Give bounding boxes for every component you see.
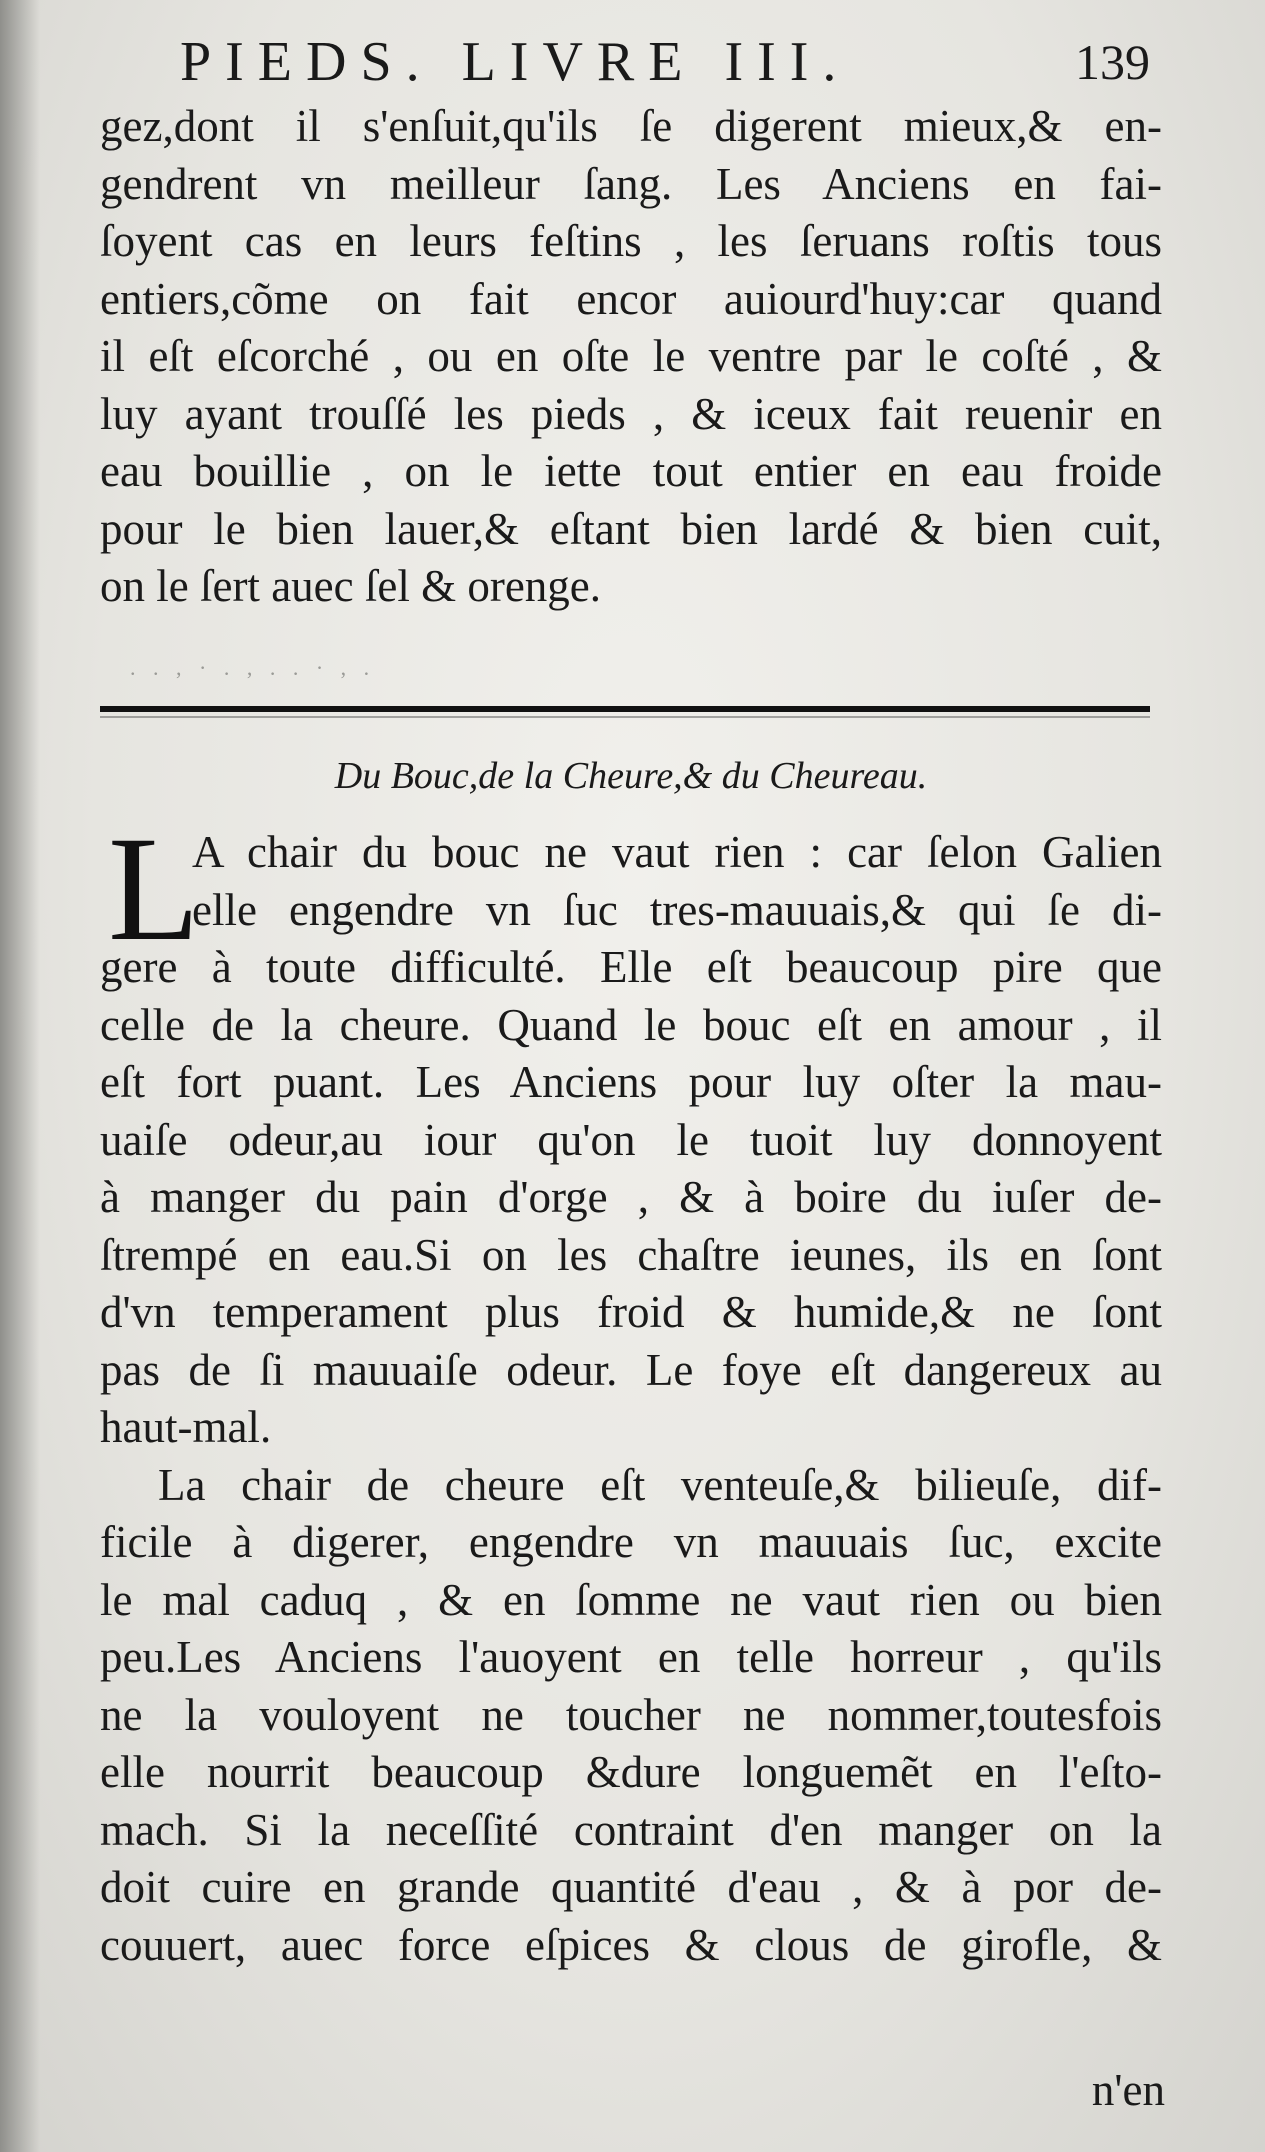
text-line: à manger du pain d'orge , & à boire du iuſer de-: [100, 1172, 1162, 1222]
text-line: gez,dont il s'enſuit,qu'ils ſe digerent mieux,& en-: [100, 101, 1162, 151]
text-line: entiers,cõme on fait encor auiourd'huy:car quand: [100, 273, 1162, 324]
text-line: doit cuire en grande quantité d'eau , & à por de-: [100, 1862, 1162, 1912]
page-number: 139: [1075, 34, 1150, 90]
text-line: pas de ſi mauuaiſe odeur. Le foye eſt dangereux au: [100, 1344, 1162, 1395]
text-line: ſoyent cas en leurs feſtins , les ſeruans roſtis tous: [100, 216, 1162, 266]
text-line: peu.Les Anciens l'auoyent en telle horreur , qu'ils: [100, 1632, 1162, 1682]
text-line: gere à toute difficulté. Elle eſt beaucoup pire que: [100, 942, 1162, 992]
text-line: eau bouillie , on le iette tout entier en eau froide: [100, 446, 1162, 496]
section-rule-shadow: [100, 716, 1150, 718]
text-line: pour le bien lauer,& eſtant bien lardé & bien cuit,: [100, 503, 1162, 554]
text-line: elle nourrit beaucoup &dure longuemẽt en l'eſto-: [100, 1747, 1162, 1797]
drop-cap: L: [108, 806, 200, 972]
text-line: elle engendre vn ſuc tres-mauuais,& qui ſe di-: [192, 884, 1162, 935]
page-gutter-shadow: [0, 0, 40, 2152]
text-line: ficile à digerer, engendre vn mauuais ſuc, excite: [100, 1517, 1162, 1567]
text-line: ne la vouloyent ne toucher ne nommer,toutesfois: [100, 1689, 1162, 1740]
text-line: gendrent vn meilleur ſang. Les Anciens en fai-: [100, 158, 1162, 209]
text-line: A chair du bouc ne vaut rien : car ſelon Galien: [192, 827, 1162, 877]
section-rule: [100, 706, 1150, 712]
running-head-title: PIEDS. LIVRE III.: [180, 31, 851, 93]
catchword: n'en: [1091, 2065, 1165, 2115]
section-title: Du Bouc,de la Cheure,& du Cheureau.: [334, 755, 928, 797]
text-line: on le ſert auec ſel & orenge.: [100, 561, 602, 611]
text-line: couuert, auec force eſpices & clous de girofle, &: [100, 1919, 1162, 1970]
text-line: luy ayant trouſſé les pieds , & iceux fait reuenir en: [100, 388, 1162, 439]
text-line: ſtrempé en eau.Si on les chaſtre ieunes, ils en ſont: [100, 1229, 1162, 1280]
text-line: haut-mal.: [100, 1402, 272, 1452]
text-line: mach. Si la neceſſité contraint d'en manger on la: [100, 1804, 1162, 1855]
text-line: le mal caduq , & en ſomme ne vaut rien ou bien: [100, 1574, 1162, 1625]
text-line: uaiſe odeur,au iour qu'on le tuoit luy donnoyent: [100, 1114, 1162, 1165]
text-line: il eſt eſcorché , ou en oſte le ventre par le coſté , &: [100, 331, 1162, 381]
text-line: d'vn temperament plus froid & humide,& ne ſont: [100, 1287, 1162, 1337]
text-line: celle de la cheure. Quand le bouc eſt en amour , il: [100, 999, 1162, 1050]
paragraph-1: [100, 98, 1162, 616]
paragraph-2: [100, 806, 1162, 1974]
running-head: [180, 22, 1180, 102]
text-line: eſt fort puant. Les Anciens pour luy oſter la mau-: [100, 1057, 1162, 1107]
text-line: La chair de cheure eſt venteuſe,& bilieuſe, dif-: [158, 1459, 1162, 1510]
bleed-through-noise: . . , · . , . . · , .: [130, 655, 376, 680]
